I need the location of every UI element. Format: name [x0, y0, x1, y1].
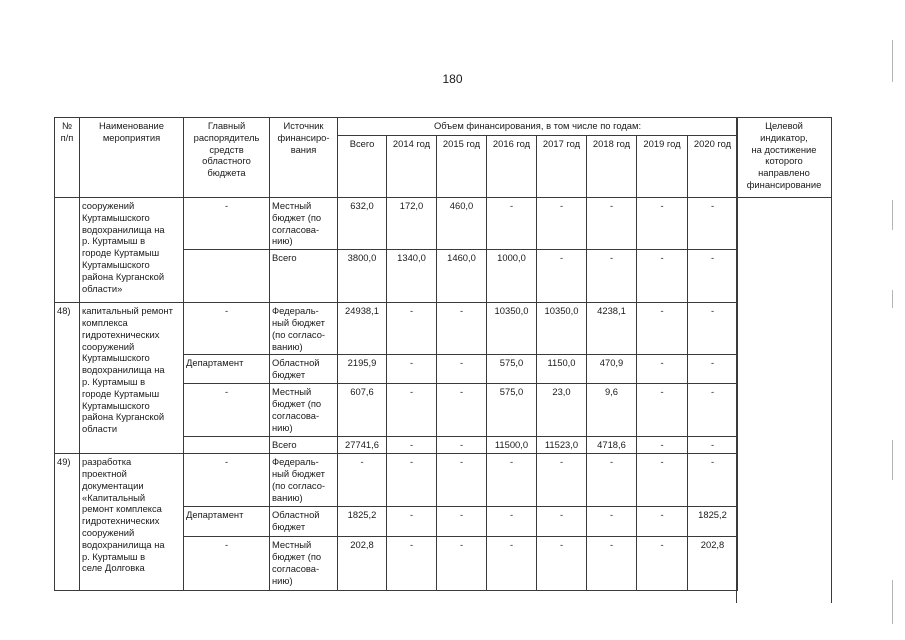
year-cell: 470,9 — [587, 355, 637, 384]
year-cell: 11523,0 — [537, 437, 587, 454]
year-cell: - — [437, 507, 487, 537]
financing-table — [54, 117, 738, 591]
year-cell: 1150,0 — [537, 355, 587, 384]
source-cell: Всего — [270, 437, 338, 454]
year-cell: - — [587, 507, 637, 537]
source-cell: Областной бюджет — [270, 507, 338, 537]
header-num: № п/п — [55, 118, 80, 198]
year-cell: - — [688, 250, 738, 303]
header-source: Источник финансиро- вания — [270, 118, 338, 198]
measure-name: сооружений Куртамышского водохранилища на р. Куртамыш в городе Куртамыш Куртамышского района Курганской области» — [80, 198, 184, 303]
year-cell: - — [437, 355, 487, 384]
manager-cell: - — [184, 198, 270, 250]
year-cell: - — [587, 454, 637, 507]
year-cell: - — [437, 537, 487, 591]
source-cell: Областной бюджет — [270, 355, 338, 384]
year-cell: - — [537, 507, 587, 537]
manager-cell: - — [184, 384, 270, 437]
year-cell: - — [637, 250, 688, 303]
source-cell: Местный бюджет (по согласова- нию) — [270, 384, 338, 437]
row-num — [55, 198, 80, 303]
year-cell: - — [387, 303, 437, 355]
year-cell: 1825,2 — [688, 507, 738, 537]
year-cell: - — [688, 437, 738, 454]
header-manager: Главный распорядитель средств областного бюджета — [184, 118, 270, 198]
year-cell: 575,0 — [487, 355, 537, 384]
header-2019: 2019 год — [637, 136, 688, 198]
year-cell: - — [487, 537, 537, 591]
header-2018: 2018 год — [587, 136, 637, 198]
year-cell: - — [487, 198, 537, 250]
table-row — [55, 303, 738, 355]
manager-cell: Департамент — [184, 355, 270, 384]
measure-name: разработка проектной документации «Капитальный ремонт комплекса гидротехнических сооружений водохранилища на р. Куртамыш в селе Долговка — [80, 454, 184, 591]
source-cell: Федераль- ный бюджет (по согласо- ванию) — [270, 303, 338, 355]
total-cell: 24938,1 — [338, 303, 387, 355]
indicator-cell — [737, 198, 832, 603]
year-cell: - — [537, 250, 587, 303]
year-cell: - — [587, 250, 637, 303]
year-cell: - — [437, 384, 487, 437]
manager-cell — [184, 250, 270, 303]
header-total: Всего — [338, 136, 387, 198]
table-row — [55, 198, 738, 250]
total-cell: 1825,2 — [338, 507, 387, 537]
header-2014: 2014 год — [387, 136, 437, 198]
manager-cell — [184, 437, 270, 454]
indicator-column — [736, 117, 832, 603]
year-cell: - — [387, 355, 437, 384]
year-cell: - — [387, 454, 437, 507]
year-cell: - — [587, 537, 637, 591]
year-cell: - — [637, 355, 688, 384]
page-number: 180 — [442, 72, 463, 86]
total-cell: 607,6 — [338, 384, 387, 437]
manager-cell: - — [184, 454, 270, 507]
year-cell: 1000,0 — [487, 250, 537, 303]
year-cell: - — [688, 303, 738, 355]
header-2016: 2016 год — [487, 136, 537, 198]
year-cell: - — [637, 437, 688, 454]
year-cell: 172,0 — [387, 198, 437, 250]
source-cell: Федераль- ный бюджет (по согласо- ванию) — [270, 454, 338, 507]
year-cell: - — [387, 507, 437, 537]
source-cell: Всего — [270, 250, 338, 303]
manager-cell: - — [184, 303, 270, 355]
year-cell: - — [637, 537, 688, 591]
year-cell: - — [637, 454, 688, 507]
year-cell: 23,0 — [537, 384, 587, 437]
row-num: 48) — [55, 303, 80, 454]
year-cell: - — [688, 384, 738, 437]
year-cell: 1460,0 — [437, 250, 487, 303]
header-2020: 2020 год — [688, 136, 738, 198]
year-cell: 4718,6 — [587, 437, 637, 454]
year-cell: - — [637, 507, 688, 537]
total-cell: 2195,9 — [338, 355, 387, 384]
year-cell: 11500,0 — [487, 437, 537, 454]
year-cell: - — [537, 198, 587, 250]
manager-cell: - — [184, 537, 270, 591]
year-cell: - — [637, 303, 688, 355]
year-cell: 10350,0 — [537, 303, 587, 355]
year-cell: - — [437, 303, 487, 355]
year-cell: 202,8 — [688, 537, 738, 591]
header-2017: 2017 год — [537, 136, 587, 198]
year-cell: - — [537, 454, 587, 507]
year-cell: 9,6 — [587, 384, 637, 437]
total-cell: 632,0 — [338, 198, 387, 250]
year-cell: 4238,1 — [587, 303, 637, 355]
manager-cell: Департамент — [184, 507, 270, 537]
year-cell: - — [637, 384, 688, 437]
year-cell: 10350,0 — [487, 303, 537, 355]
total-cell: 27741,6 — [338, 437, 387, 454]
total-cell: 3800,0 — [338, 250, 387, 303]
year-cell: - — [387, 537, 437, 591]
year-cell: - — [387, 437, 437, 454]
year-cell: - — [587, 198, 637, 250]
margin-scan-marks — [892, 20, 894, 620]
table-row — [55, 454, 738, 507]
row-num: 49) — [55, 454, 80, 591]
year-cell: 1340,0 — [387, 250, 437, 303]
year-cell: - — [688, 454, 738, 507]
year-cell: - — [487, 507, 537, 537]
year-cell: - — [688, 355, 738, 384]
year-cell: - — [637, 198, 688, 250]
year-cell: - — [688, 198, 738, 250]
year-cell: 460,0 — [437, 198, 487, 250]
year-cell: 575,0 — [487, 384, 537, 437]
year-cell: - — [437, 437, 487, 454]
header-name: Наименование мероприятия — [80, 118, 184, 198]
year-cell: - — [487, 454, 537, 507]
year-cell: - — [437, 454, 487, 507]
measure-name: капитальный ремонт комплекса гидротехнических сооружений Куртамышского водохранилища на р. Куртамыш в городе Куртамыш Куртамышского района Курганской области — [80, 303, 184, 454]
header-2015: 2015 год — [437, 136, 487, 198]
source-cell: Местный бюджет (по согласова- нию) — [270, 198, 338, 250]
header-volume: Объем финансирования, в том числе по годам: — [338, 118, 738, 136]
header-indicator: Целевой индикатор, на достижение которого направлено финансирование — [737, 118, 832, 198]
source-cell: Местный бюджет (по согласова- нию) — [270, 537, 338, 591]
total-cell: 202,8 — [338, 537, 387, 591]
year-cell: - — [387, 384, 437, 437]
year-cell: - — [537, 537, 587, 591]
total-cell: - — [338, 454, 387, 507]
